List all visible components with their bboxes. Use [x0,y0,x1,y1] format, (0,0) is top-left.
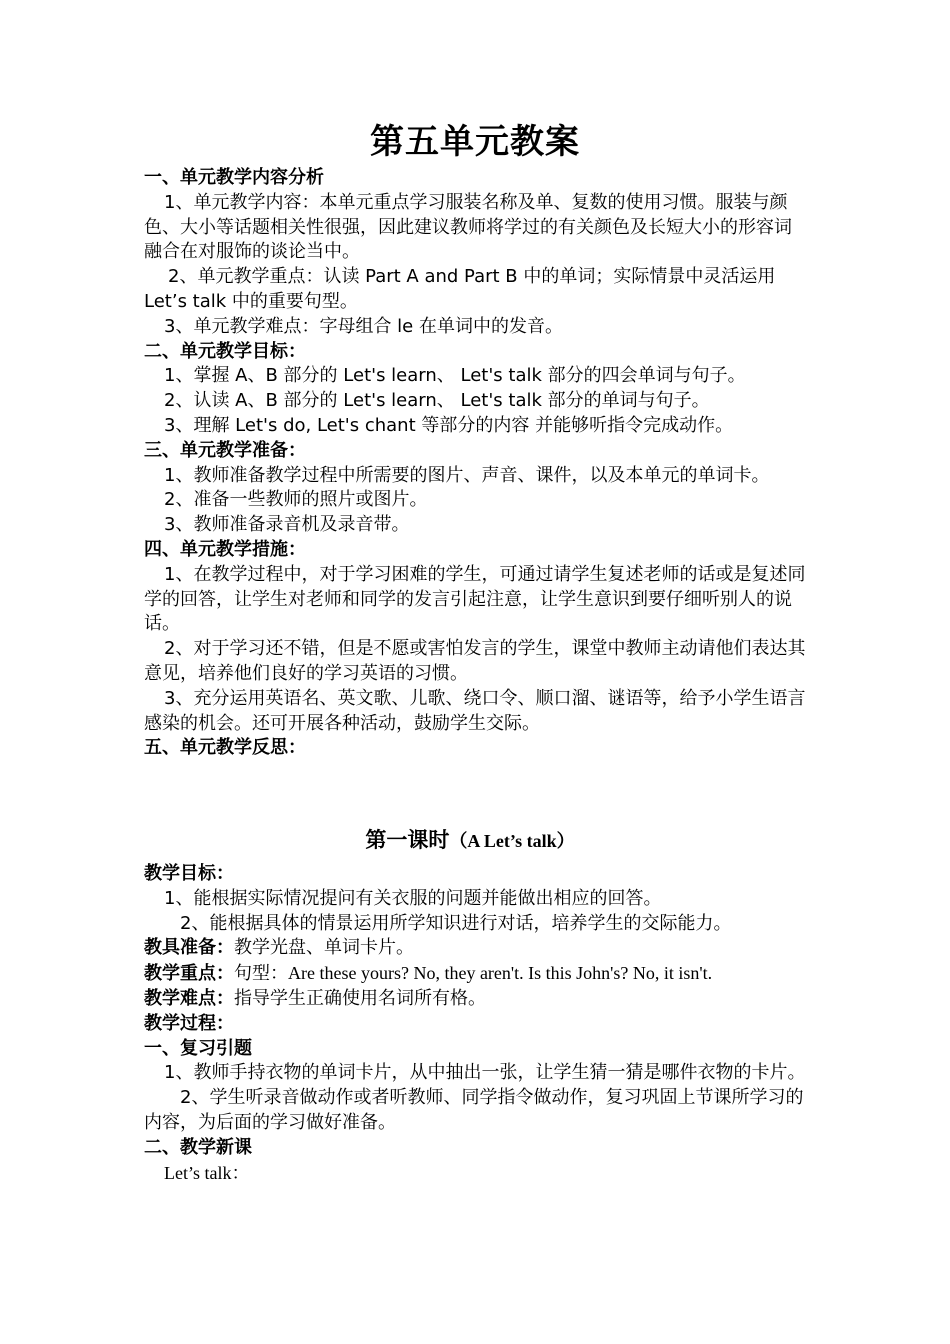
teaching-aids-text: 教学光盘、单词卡片。 [234,937,414,959]
measure-item: 2、对于学习还不错，但是不愿或害怕发言的学生，课堂中教师主动请他们表达其意见，培养他们良好的学习英语的习惯。 [144,638,806,684]
difficulty-text: 指导学生正确使用名词所有格。 [234,987,486,1009]
paragraph-content: 1、单元教学内容：本单元重点学习服装名称及单、复数的使用习惯。服装与颜色、大小等话题相关性很强，因此建议教师将学过的有关颜色及长短大小的形容词融合在对服饰的谈论当中。 [144,191,792,263]
paragraph-key-points: 2、单元教学重点：认读 Part A and Part B 中的单词；实际情景中灵活运用 Let’s talk 中的重要句型。 [144,266,776,312]
difficulty-label: 教学难点： [144,987,234,1009]
goal-item: 1、掌握 A、B 部分的 Let's learn、 Let's talk 部分的四会单词与句子。 [164,365,746,387]
goal-item: 3、理解 Let's do, Let's chant 等部分的内容 并能够听指令完成动作。 [164,414,734,436]
difficulty-line [144,987,809,1012]
preparation-item: 3、教师准备录音机及录音带。 [164,514,410,536]
key-point-label: 教学重点： [144,963,234,985]
lesson-subtitle: （A Let’s talk） [449,831,575,851]
heading-goals: 二、单元教学目标： [144,340,306,362]
objectives-label: 教学目标： [144,863,234,884]
objective-item: 1、能根据实际情况提问有关衣服的问题并能做出相应的回答。 [164,887,662,909]
lesson-title [0,822,940,859]
unit-overview-section [144,166,809,761]
heading-reflection: 五、单元教学反思： [144,737,306,759]
teaching-aids-label: 教具准备： [144,937,234,959]
heading-preparation: 三、单元教学准备： [144,439,306,461]
lesson-title-text: 第一课时 [365,828,450,852]
lesson-plan-section [144,862,809,1185]
heading-review: 一、复习引题 [144,1037,252,1059]
key-point-line [144,961,809,987]
objective-item: 2、能根据具体的情景运用所学知识进行对话，培养学生的交际能力。 [180,912,732,934]
review-step: 2、学生听录音做动作或者听教师、同学指令做动作，复习巩固上节课所学习的内容，为后面的学习做好准备。 [144,1087,804,1133]
paragraph-difficulty: 3、单元教学难点：字母组合 le 在单词中的发音。 [164,315,563,337]
process-label: 教学过程： [144,1012,234,1034]
heading-content-analysis: 一、单元教学内容分析 [144,167,324,188]
measure-item: 3、充分运用英语名、英文歌、儿歌、绕口令、顺口溜、谜语等，给予小学生语言感染的机会。还可开展各种活动，鼓励学生交际。 [144,687,806,734]
teaching-aids-line [144,936,809,961]
goal-item: 2、认读 A、B 部分的 Let's learn、 Let's talk 部分的单词与句子。 [164,390,710,412]
key-point-text: 句型：Are these yours? No, they aren't. Is this John's? No, it isn't. [234,963,713,984]
measure-item: 1、在教学过程中，对于学习困难的学生，可通过请学生复述老师的话或是复述同学的回答，让学生对老师和同学的发言引起注意，让学生意识到要仔细听别人的说话。 [144,563,806,635]
preparation-item: 1、教师准备教学过程中所需要的图片、声音、课件，以及本单元的单词卡。 [164,464,770,486]
document-title: 第五单元教案 [370,122,580,162]
heading-new-lesson: 二、教学新课 [144,1136,252,1158]
review-step: 1、教师手持衣物的单词卡片，从中抽出一张，让学生猜一猜是哪件衣物的卡片。 [164,1062,806,1084]
preparation-item: 2、准备一些教师的照片或图片。 [164,489,428,511]
heading-measures: 四、单元教学措施： [144,538,306,560]
lets-talk-line: Let’s talk： [164,1162,250,1183]
